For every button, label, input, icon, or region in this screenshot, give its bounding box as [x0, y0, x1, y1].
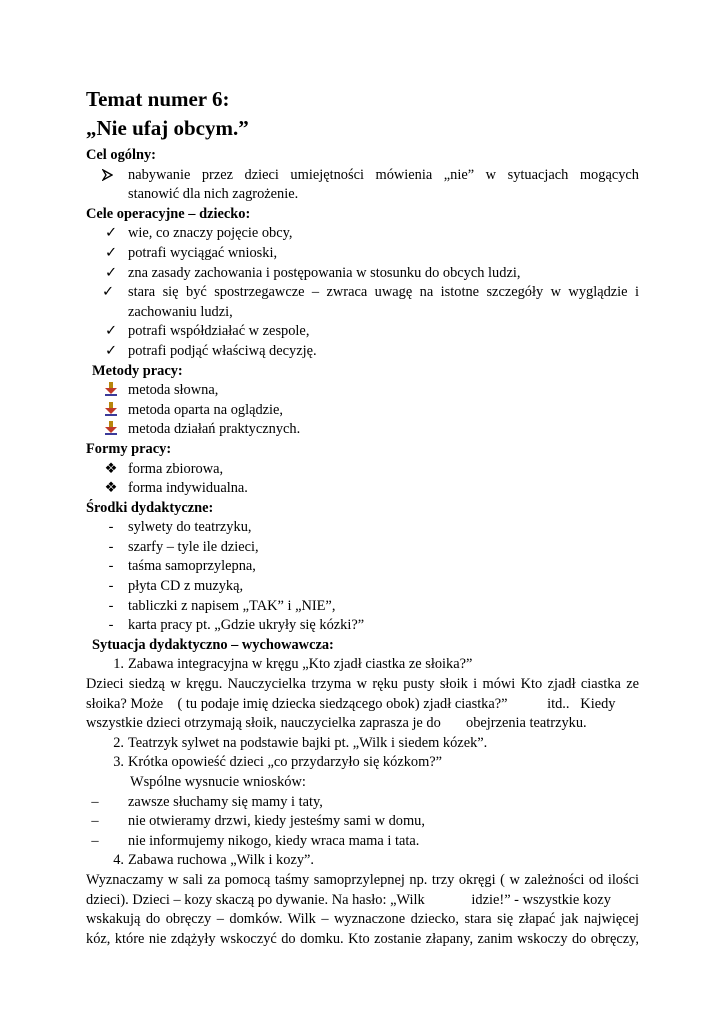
metoda-item — [86, 420, 639, 440]
down-arrow-bullet-icon — [102, 381, 120, 401]
step-text: Zabawa ruchowa „Wilk i kozy”. — [128, 852, 315, 869]
dash-bullet: - — [108, 519, 114, 536]
check-icon: ✓ — [104, 342, 118, 359]
check-icon: ✓ — [104, 264, 118, 281]
cel-ogolny-text-2: stanowić dla nich zagrożenie. — [128, 186, 299, 203]
dash-bullet: - — [108, 597, 114, 614]
cel-ogolny-text-1: nabywanie przez dzieci umiejętności mówienia „nie” w sytuacjach mogących — [128, 166, 639, 183]
cel-item-text: stara się być spostrzegawcze – zwraca uwagę na istotne szczegóły w wyglądzie i — [128, 284, 639, 301]
forma-item — [86, 460, 639, 480]
srodek-item — [86, 538, 639, 558]
wniosek-item — [86, 793, 639, 813]
paragraph-2-line-4: kóz, które nie zdążyły wskoczyć do domku. Kto zostanie złapany, zanim wskoczy do obręczy, — [86, 930, 639, 947]
forma-item-text: forma zbiorowa, — [128, 460, 224, 477]
down-arrow-bullet-icon — [102, 420, 120, 440]
heading-formy: Formy pracy: — [86, 440, 172, 457]
wniosek-item — [86, 832, 639, 852]
cel-item — [86, 283, 639, 303]
paragraph-2-line-2: dzieci). Dzieci – kozy skaczą po dywanie. Na hasło: „Wilk idzie!” - wszystkie kozy — [86, 891, 611, 908]
cel-item — [86, 244, 639, 264]
wniosek-text: zawsze słuchamy się mamy i taty, — [128, 793, 323, 810]
metoda-item-text: metoda słowna, — [128, 382, 219, 399]
dash-bullet: - — [108, 538, 114, 555]
heading-srodki: Środki dydaktyczne: — [86, 499, 214, 516]
cel-ogolny-item — [86, 166, 639, 186]
step-3 — [86, 753, 639, 773]
cel-item-continuation: zachowaniu ludzi, — [128, 303, 233, 320]
dash-bullet: - — [108, 578, 114, 595]
cel-item-text: zna zasady zachowania i postępowania w stosunku do obcych ludzi, — [128, 264, 521, 281]
step-1 — [86, 655, 639, 675]
step-text: Zabawa integracyjna w kręgu „Kto zjadł ciastka ze słoika?” — [128, 656, 473, 673]
forma-item — [86, 479, 639, 499]
step-number: 1. — [113, 656, 124, 673]
step-number: 4. — [113, 852, 124, 869]
check-icon: ✓ — [102, 284, 115, 301]
step-number: 3. — [113, 754, 124, 771]
metoda-item — [86, 401, 639, 421]
dash-bullet: – — [91, 793, 99, 810]
dash-bullet: – — [91, 813, 99, 830]
check-icon: ✓ — [104, 244, 118, 261]
srodek-item-text: karta pracy pt. „Gdzie ukryły się kózki?” — [128, 617, 365, 634]
cel-item — [86, 264, 639, 284]
wniosek-item — [86, 812, 639, 832]
paragraph-1-line-1: Dzieci siedzą w kręgu. Nauczycielka trzyma w ręku pusty słoik i mówi Kto zjadł ciastka ze — [86, 676, 639, 693]
wniosek-text: nie otwieramy drzwi, kiedy jesteśmy sami w domu, — [128, 813, 425, 830]
down-arrow-bullet-icon — [102, 401, 120, 421]
step-text: Teatrzyk sylwet na podstawie bajki pt. „Wilk i siedem kózek”. — [128, 734, 488, 751]
cel-item-text: wie, co znaczy pojęcie obcy, — [128, 225, 293, 242]
paragraph-1-line-3: wszystkie dzieci otrzymają słoik, nauczycielka zaprasza je do obejrzenia teatrzyku. — [86, 715, 587, 732]
check-icon: ✓ — [104, 323, 118, 340]
dash-bullet: - — [108, 558, 114, 575]
dash-bullet: – — [91, 832, 99, 849]
heading-metody: Metody pracy: — [92, 362, 183, 379]
arrow-bullet-icon — [102, 166, 120, 186]
srodek-item — [86, 616, 639, 636]
cel-item-text: potrafi podjąć właściwą decyzję. — [128, 342, 317, 359]
diamond-bullet-icon: ❖ — [104, 460, 118, 477]
cel-item — [86, 342, 639, 362]
srodek-item-text: tabliczki z napisem „TAK” i „NIE”, — [128, 597, 336, 614]
metoda-item-text: metoda działań praktycznych. — [128, 421, 301, 438]
cel-item-text: potrafi wyciągać wnioski, — [128, 244, 278, 261]
paragraph-1-line-2: słoika? Może ( tu podaje imię dziecka siedzącego obok) zjadł ciastka?” itd.. Kiedy — [86, 695, 616, 712]
forma-item-text: forma indywidualna. — [128, 480, 248, 497]
step-text: Krótka opowieść dzieci „co przydarzyło się kózkom?” — [128, 754, 443, 771]
wniosek-text: nie informujemy nikogo, kiedy wraca mama i tata. — [128, 832, 420, 849]
metoda-item-text: metoda oparta na oglądzie, — [128, 401, 284, 418]
title-line-1: Temat numer 6: — [86, 87, 230, 111]
step-2 — [86, 734, 639, 754]
paragraph-2-line-3: wskakują do obręczy – domków. Wilk – wyznaczone dziecko, stara się złapać jak najwięcej — [86, 911, 639, 928]
cel-item — [86, 322, 639, 342]
cel-item-text: potrafi współdziałać w zespole, — [128, 323, 310, 340]
metoda-item — [86, 381, 639, 401]
heading-sytuacja: Sytuacja dydaktyczno – wychowawcza: — [92, 636, 334, 653]
srodek-item — [86, 577, 639, 597]
diamond-bullet-icon: ❖ — [104, 480, 118, 497]
step-3-subtext: Wspólne wysnucie wniosków: — [130, 774, 306, 790]
dash-bullet: - — [108, 617, 114, 634]
srodek-item — [86, 597, 639, 617]
step-number: 2. — [113, 734, 124, 751]
heading-cele-operacyjne: Cele operacyjne – dziecko: — [86, 205, 251, 222]
step-4 — [86, 851, 639, 871]
srodek-item-text: płyta CD z muzyką, — [128, 578, 244, 595]
srodek-item-text: taśma samoprzylepna, — [128, 558, 256, 575]
title-line-2: „Nie ufaj obcym.” — [86, 116, 249, 140]
heading-cel-ogolny: Cel ogólny: — [86, 147, 156, 163]
paragraph-2-line-1: Wyznaczamy w sali za pomocą taśmy samoprzylepnej np. trzy okręgi ( w zależności od ilości — [86, 871, 639, 888]
cel-item — [86, 224, 639, 244]
srodek-item — [86, 557, 639, 577]
srodek-item-text: sylwety do teatrzyku, — [128, 519, 252, 536]
document-page — [86, 85, 639, 949]
srodek-item-text: szarfy – tyle ile dzieci, — [128, 538, 259, 555]
srodek-item — [86, 518, 639, 538]
check-icon: ✓ — [104, 225, 118, 242]
